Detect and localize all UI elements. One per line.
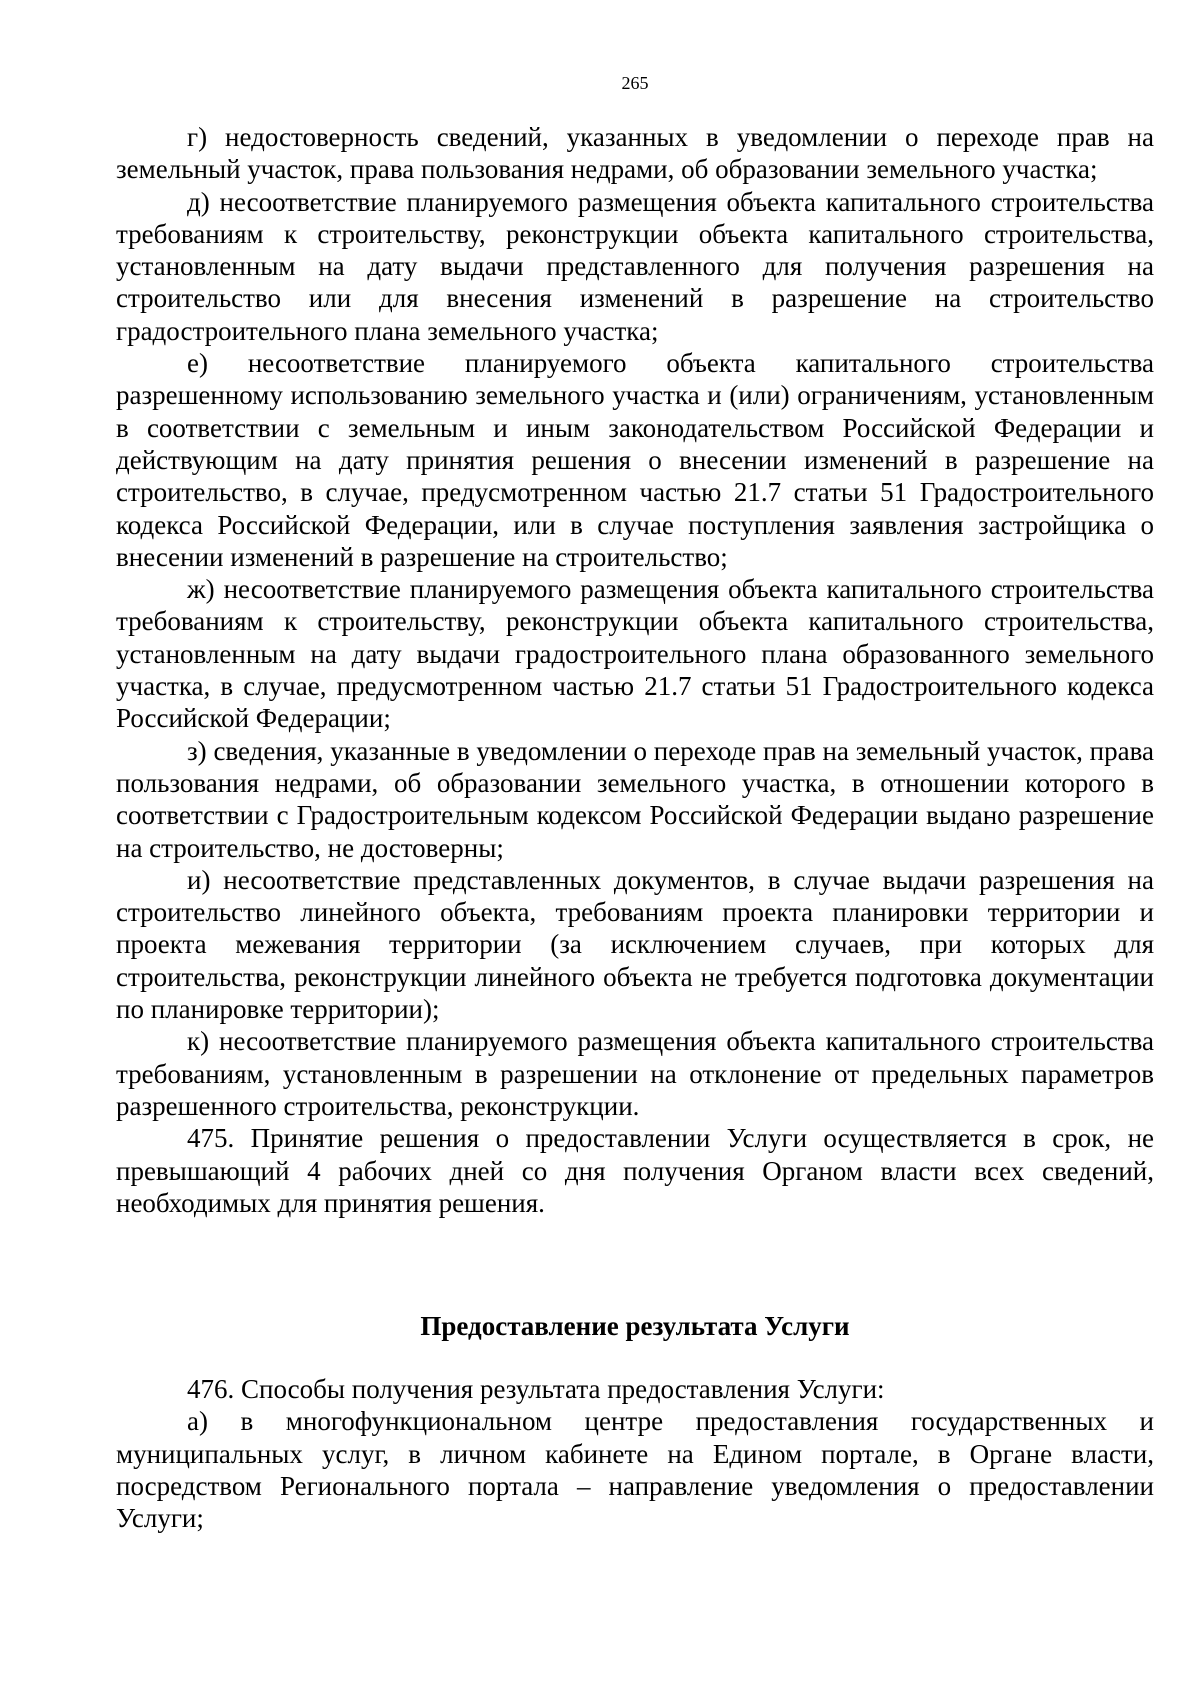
page-number: 265 [621,73,649,93]
body-text [116,121,1154,1219]
paragraph-k: к) несоответствие планируемого размещения объекта капитального строительства требованиям, установленным в разрешении на отклонение от предельных параметров разрешенного строительства, реконструкции. [116,1026,1154,1121]
paragraph-476: 476. Способы получения результата предоставления Услуги: [187,1374,885,1404]
document-page [116,0,1154,1697]
paragraph-475: 475. Принятие решения о предоставлении Услуги осуществляется в срок, не превышающий 4 рабочих дней со дня получения Органом власти всех сведений, необходимых для принятия решения. [116,1123,1154,1218]
paragraph-z: з) сведения, указанные в уведомлении о переходе прав на земельный участок, права пользования недрами, об образовании земельного участка, в отношении которого в соответствии с Градостроительным кодексом Российской Федерации выдано разрешение на строительство, не достоверны; [116,735,1154,863]
section-body-text [116,1373,1154,1534]
paragraph-g: г) недостоверность сведений, указанных в уведомлении о переходе прав на земельный участок, права пользования недрами, об образовании земельного участка; [116,122,1154,185]
paragraph-e: е) несоответствие планируемого объекта капитального строительства разрешенному использованию земельного участка и (или) ограничениям, установленным в соответствии с земельным и иным законодательством Российской Федерации и действующим на дату принятия решения о внесении изменений в разрешение на строительство, в случае, предусмотренном частью 21.7 статьи 51 Градостроительного кодекса Российской Федерации, или в случае поступления заявления застройщика о внесении изменений в разрешение на строительство; [116,348,1154,572]
paragraph-476-a: а) в многофункциональном центре предоставления государственных и муниципальных услуг, в личном кабинете на Едином портале, в Органе власти, посредством Регионального портала – направление уведомления о предоставлении Услуги; [116,1406,1154,1534]
paragraph-d: д) несоответствие планируемого размещения объекта капитального строительства требованиям к строительству, реконструкции объекта капитального строительства, установленным на дату выдачи представленного для получения разрешения на строительство или для внесения изменений в разрешение на строительство градостроительного плана земельного участка; [116,186,1154,346]
section-heading: Предоставление результата Услуги [420,1311,850,1341]
paragraph-i: и) несоответствие представленных документов, в случае выдачи разрешения на строительство линейного объекта, требованиям проекта планировки территории и проекта межевания территории (за исключением случаев, при которых для строительства, реконструкции линейного объекта не требуется подготовка документации по планировке территории); [116,864,1154,1025]
paragraph-zh: ж) несоответствие планируемого размещения объекта капитального строительства требованиям к строительству, реконструкции объекта капитального строительства, установленным на дату выдачи градостроительного плана образованного земельного участка, в случае, предусмотренном частью 21.7 статьи 51 Градостроительного кодекса Российской Федерации; [116,574,1154,734]
